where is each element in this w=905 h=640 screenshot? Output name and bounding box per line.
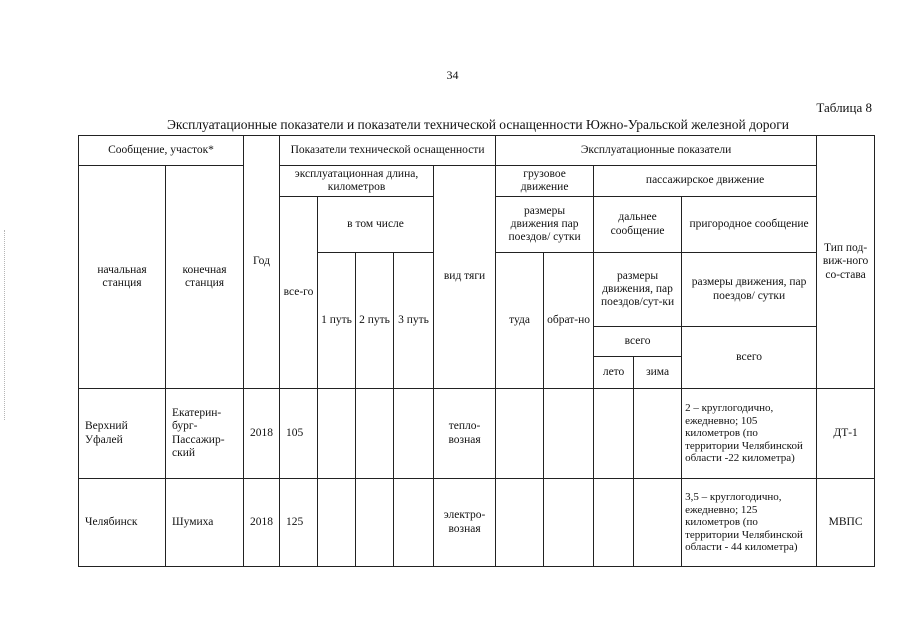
header-row-2: [79, 166, 875, 197]
page-number: 34: [446, 68, 459, 82]
cell-traction: тепло-возная: [434, 389, 496, 479]
cell-end-station: Екатерин-бург-Пассажир-ский: [166, 389, 244, 479]
cell-track-2: [356, 389, 394, 479]
cell-suburban: 2 – круглогодично, ежедневно; 105 километров (по территории Челябинской области -22 километра): [682, 389, 817, 479]
table-title: Эксплуатационные показатели и показатели технической оснащенности Южно-Уральской железной дороги: [166, 117, 790, 132]
cell-track-1: [318, 479, 356, 567]
header-sub-sizes: размеры движения, пар поездов/ сутки: [682, 253, 817, 327]
header-route: Сообщение, участок*: [79, 136, 244, 166]
cell-start-station: Верхний Уфалей: [79, 389, 166, 479]
header-total: все-го: [280, 197, 318, 389]
header-track-2: 2 путь: [356, 253, 394, 389]
table-row: [79, 389, 875, 479]
header-long-distance: дальнее сообщение: [594, 197, 682, 253]
header-summer: лето: [594, 357, 634, 389]
header-freight-sizes: размеры движения пар поездов/ сутки: [496, 197, 594, 253]
header-passenger: пассажирское движение: [594, 166, 817, 197]
table-row: [79, 479, 875, 567]
table-label: Таблица 8: [816, 100, 872, 115]
header-exploit-length: эксплуатационная длина, километров: [280, 166, 434, 197]
cell-year: 2018: [244, 479, 280, 567]
header-suburban: пригородное сообщение: [682, 197, 817, 253]
operational-indicators-table: [78, 135, 875, 567]
cell-rolling-stock: МВПС: [817, 479, 875, 567]
cell-ld-all: [594, 389, 634, 479]
header-including: в том числе: [318, 197, 434, 253]
cell-ld-all: [594, 479, 634, 567]
cell-total: 105: [280, 389, 318, 479]
header-tech: Показатели технической оснащенности: [280, 136, 496, 166]
cell-track-3: [394, 389, 434, 479]
cell-there: [496, 389, 544, 479]
cell-year: 2018: [244, 389, 280, 479]
header-sub-total: всего: [682, 327, 817, 389]
header-end-station: конечная станция: [166, 166, 244, 389]
header-back: обрат-но: [544, 253, 594, 389]
header-ld-total: всего: [594, 327, 682, 357]
margin-mark: [4, 230, 6, 420]
header-track-3: 3 путь: [394, 253, 434, 389]
header-there: туда: [496, 253, 544, 389]
cell-traction: электро-возная: [434, 479, 496, 567]
cell-track-1: [318, 389, 356, 479]
cell-there: [496, 479, 544, 567]
cell-suburban: 3,5 – круглогодично, ежедневно; 125 километров (по территории Челябинской области - 44 километра): [682, 479, 817, 567]
header-operational: Эксплуатационные показатели: [496, 136, 817, 166]
cell-track-3: [394, 479, 434, 567]
header-year: Год: [244, 136, 280, 389]
header-traction: вид тяги: [434, 166, 496, 389]
cell-winter: [634, 479, 682, 567]
header-freight: грузовое движение: [496, 166, 594, 197]
cell-back: [544, 479, 594, 567]
cell-total: 125: [280, 479, 318, 567]
cell-rolling-stock: ДТ-1: [817, 389, 875, 479]
header-row-1: [79, 136, 875, 166]
header-winter: зима: [634, 357, 682, 389]
header-ld-sizes: размеры движения, пар поездов/сут-ки: [594, 253, 682, 327]
header-start-station: начальная станция: [79, 166, 166, 389]
cell-winter: [634, 389, 682, 479]
cell-back: [544, 389, 594, 479]
cell-track-2: [356, 479, 394, 567]
header-rolling-stock: Тип под-виж-ного со-става: [817, 136, 875, 389]
cell-start-station: Челябинск: [79, 479, 166, 567]
cell-end-station: Шумиха: [166, 479, 244, 567]
header-track-1: 1 путь: [318, 253, 356, 389]
